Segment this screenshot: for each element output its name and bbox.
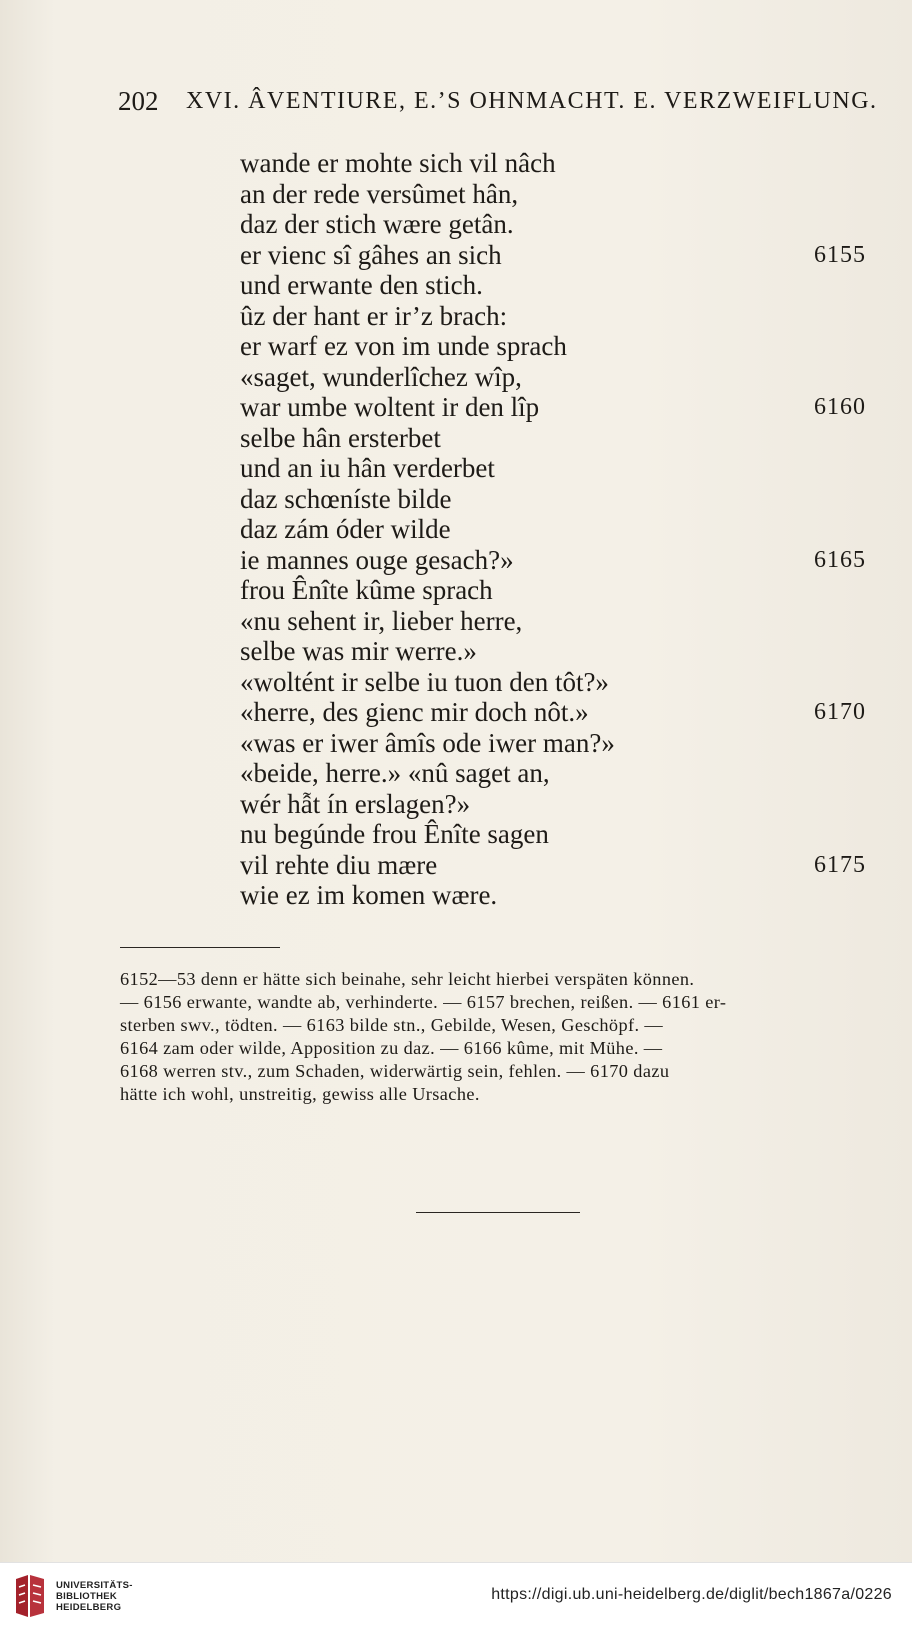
verse-line xyxy=(240,758,870,789)
verse-block xyxy=(240,148,870,911)
page-number: 202 xyxy=(118,86,159,116)
line-number: 6170 xyxy=(814,699,866,725)
verse-line xyxy=(240,179,870,210)
verse-text: ie mannes ouge gesach?» xyxy=(240,544,514,575)
viewer-footer xyxy=(0,1562,912,1631)
verse-text: er warf ez von im unde sprach xyxy=(240,331,567,361)
verse-text: frou Ênîte kûme sprach xyxy=(240,575,493,605)
permalink-url[interactable]: https://digi.ub.uni-heidelberg.de/diglit/bech1867a/0226 xyxy=(491,1586,892,1603)
verse-text: war umbe woltent ir den lîp xyxy=(240,392,540,422)
verse-text: «woltént ir selbe iu tuon den tôt?» xyxy=(240,666,609,697)
footnote-line: hätte ich wohl, unstreitig, gewiss alle Ursache. xyxy=(120,1084,480,1104)
verse-text: und erwante den stich. xyxy=(240,270,483,300)
verse-text: wie ez im komen wære. xyxy=(240,880,498,910)
verse-text: an der rede versûmet hân, xyxy=(240,178,519,209)
verse-line xyxy=(240,362,870,393)
running-title: XVI. ÂVENTIURE, E.’S OHNMACHT. E. VERZWEIFLUNG. xyxy=(186,88,878,114)
university-library-logo-icon xyxy=(12,1573,50,1619)
line-number: 6165 xyxy=(814,546,866,573)
verse-text: daz schœníste bilde xyxy=(240,483,452,514)
verse-text: «nu sehent ir, lieber herre, xyxy=(240,605,523,636)
verse-line xyxy=(240,545,870,576)
verse-text: ûz der hant er ir’z brach: xyxy=(240,300,508,331)
verse-line xyxy=(240,301,870,332)
verse-text: «herre, des gienc mir doch nôt.» xyxy=(240,697,589,727)
line-number: 6155 xyxy=(814,241,866,268)
verse-line xyxy=(240,819,870,850)
line-number: 6160 xyxy=(814,394,866,420)
verse-text: nu begúnde frou Ênîte sagen xyxy=(240,819,549,849)
verse-line xyxy=(240,697,870,728)
verse-text: vil rehte diu mære xyxy=(240,849,438,880)
footnote-line: 6164 zam oder wilde, Apposition zu daz. — 6166 kûme, mit Mühe. — xyxy=(120,1038,663,1058)
verse-text: daz der stich wære getân. xyxy=(240,209,514,239)
verse-text: selbe was mir werre.» xyxy=(240,636,477,666)
verse-line xyxy=(240,392,870,423)
verse-text: und an iu hân verderbet xyxy=(240,453,495,483)
verse-text: wande er mohte sich vil nâch xyxy=(240,148,556,178)
footnote-separator xyxy=(120,947,280,948)
footnote-line: sterben swv., tödten. — 6163 bilde stn., Gebilde, Wesen, Geschöpf. — xyxy=(120,1015,664,1035)
verse-line xyxy=(240,606,870,637)
verse-line xyxy=(240,850,870,881)
end-rule xyxy=(416,1212,580,1213)
verse-line xyxy=(240,423,870,454)
verse-line xyxy=(240,148,870,179)
footnotes xyxy=(120,968,882,1106)
verse-text: selbe hân ersterbet xyxy=(240,422,441,453)
footnote-line: — 6156 erwante, wandte ab, verhinderte. — 6157 brechen, reißen. — 6161 er- xyxy=(120,992,727,1012)
verse-line xyxy=(240,636,870,667)
verse-text: wér hẫt ín erslagen?» xyxy=(240,788,471,819)
verse-line xyxy=(240,331,870,362)
verse-line xyxy=(240,270,870,301)
verse-text: «saget, wunderlîchez wîp, xyxy=(240,361,522,392)
line-number: 6175 xyxy=(814,851,866,878)
verse-line xyxy=(240,514,870,545)
verse-line xyxy=(240,240,870,271)
verse-line xyxy=(240,667,870,698)
footnote-line: 6168 werren stv., zum Schaden, widerwärtig sein, fehlen. — 6170 dazu xyxy=(120,1061,670,1081)
verse-text: er vienc sî gâhes an sich xyxy=(240,239,502,270)
verse-line xyxy=(240,880,870,911)
verse-text: «beide, herre.» «nû saget an, xyxy=(240,758,550,788)
verse-line xyxy=(240,728,870,759)
verse-text: «was er iwer âmîs ode iwer man?» xyxy=(240,727,615,758)
running-header xyxy=(118,86,878,122)
library-name: UNIVERSITÄTS- BIBLIOTHEK HEIDELBERG xyxy=(56,1580,133,1613)
verse-line xyxy=(240,484,870,515)
verse-line xyxy=(240,453,870,484)
verse-text: daz zám óder wilde xyxy=(240,514,451,544)
verse-line xyxy=(240,575,870,606)
footnote-line: 6152—53 denn er hätte sich beinahe, sehr leicht hierbei verspäten können. xyxy=(120,969,695,989)
verse-line xyxy=(240,209,870,240)
verse-line xyxy=(240,789,870,820)
